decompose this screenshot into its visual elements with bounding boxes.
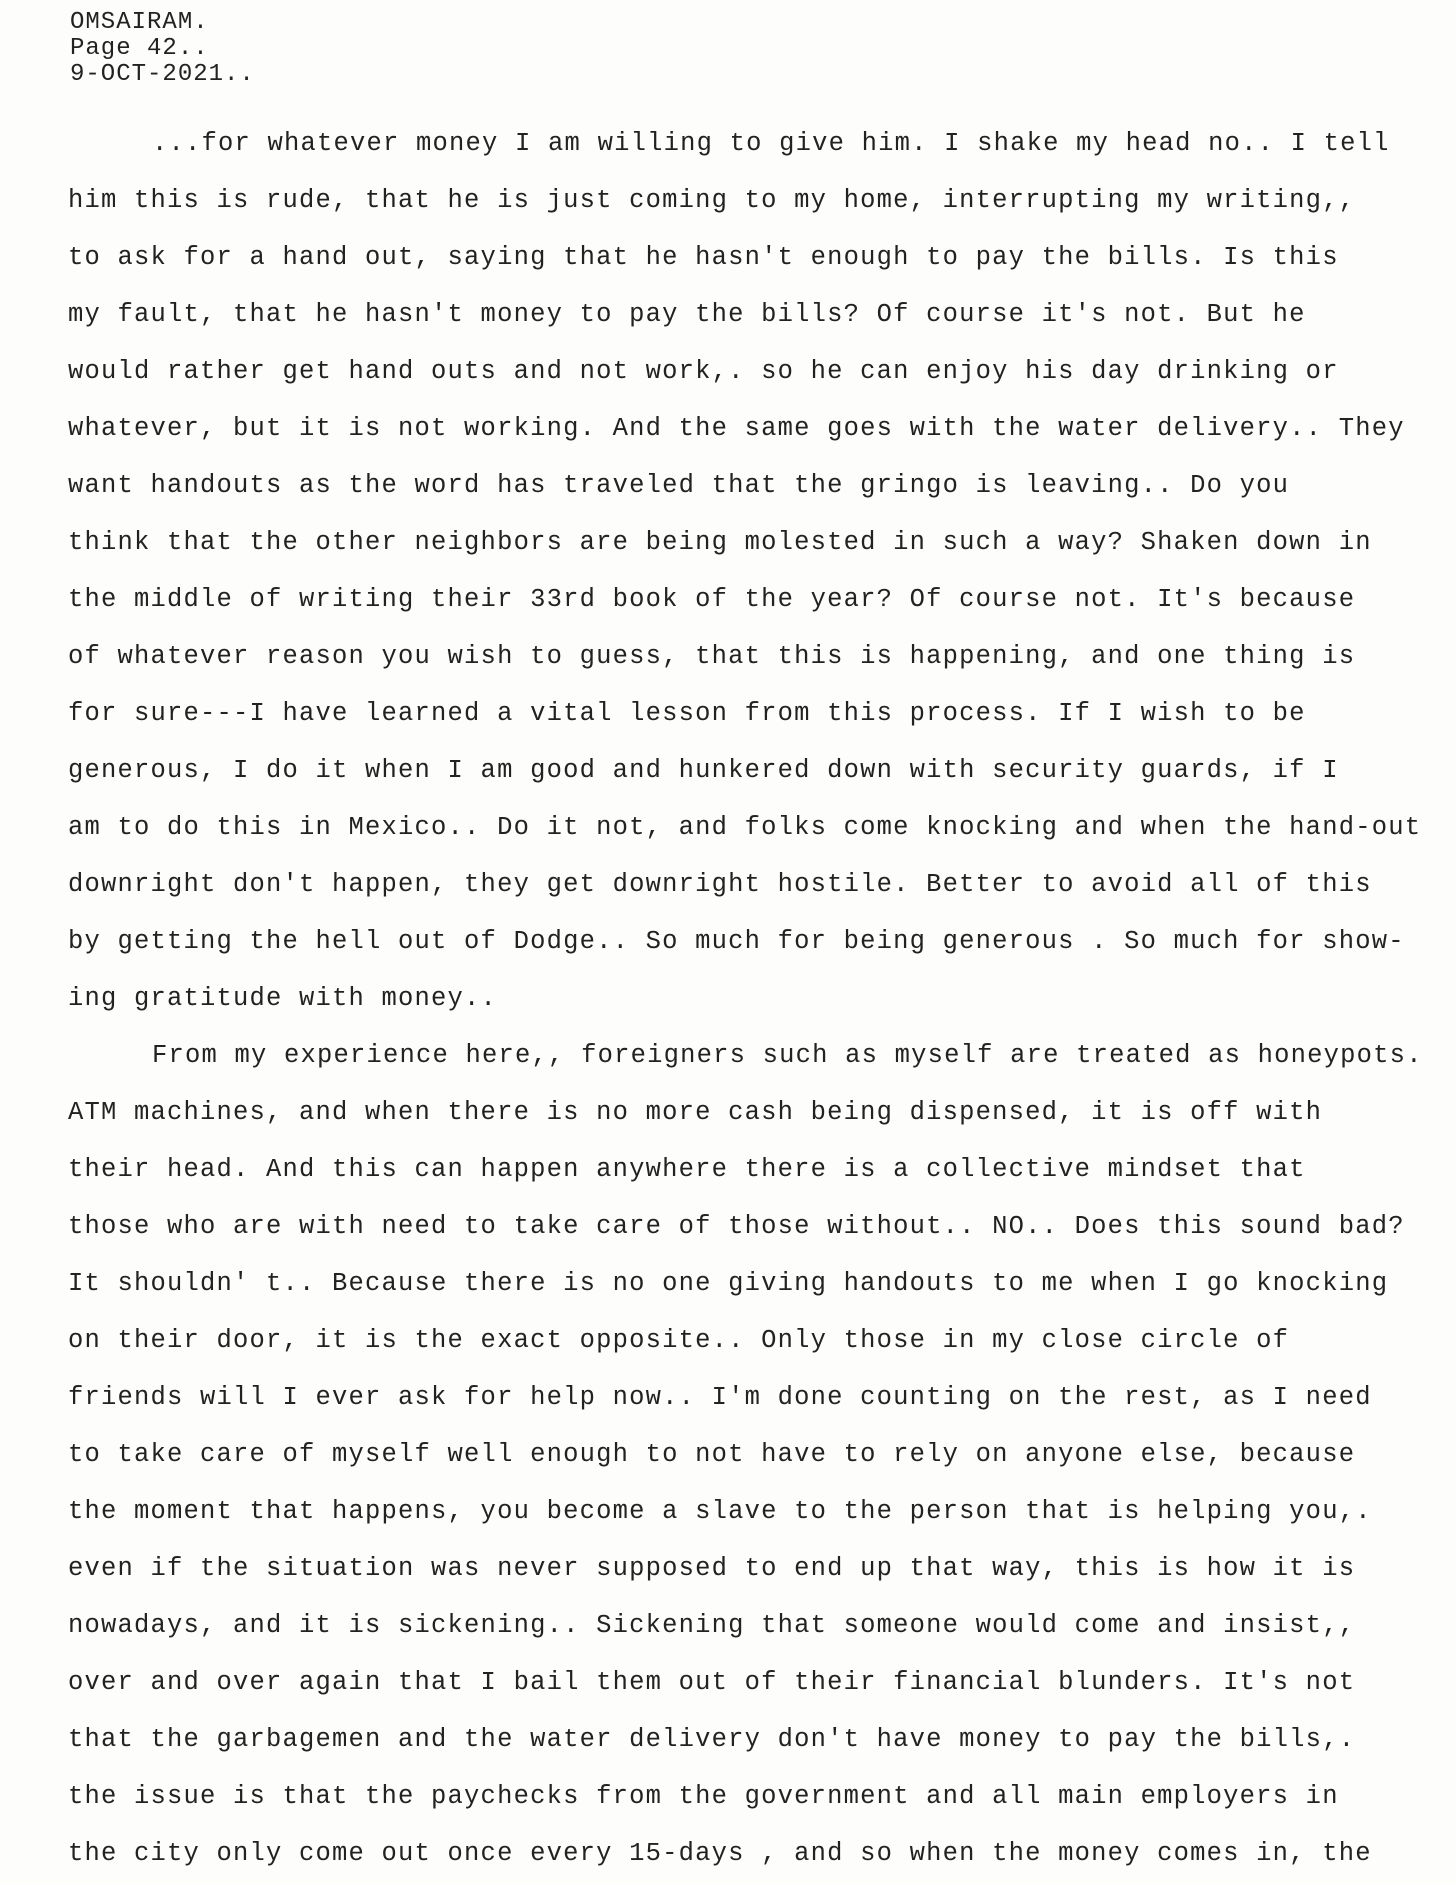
text-line: It shouldn' t.. Because there is no one giving handouts to me when I go knocking: [68, 1269, 1389, 1298]
text-line: that the garbagemen and the water delivery don't have money to pay the bills,.: [68, 1725, 1356, 1754]
text-line: would rather get hand outs and not work,. so he can enjoy his day drinking or: [68, 357, 1339, 386]
text-line: him this is rude, that he is just coming to my home, interrupting my writing,,: [68, 186, 1356, 215]
text-line: downright don't happen, they get downright hostile. Better to avoid all of this: [68, 870, 1372, 899]
text-line: to ask for a hand out, saying that he hasn't enough to pay the bills. Is this: [68, 243, 1339, 272]
text-line: From my experience here,, foreigners such as myself are treated as honeypots.: [152, 1041, 1423, 1070]
text-line: even if the situation was never supposed to end up that way, this is how it is: [68, 1554, 1356, 1583]
text-line: on their door, it is the exact opposite.. Only those in my close circle of: [68, 1326, 1290, 1355]
text-line: am to do this in Mexico.. Do it not, and folks come knocking and when the hand-out: [68, 813, 1422, 842]
text-line: the moment that happens, you become a slave to the person that is helping you,.: [68, 1497, 1372, 1526]
text-line: the city only come out once every 15-days , and so when the money comes in, the: [68, 1839, 1372, 1868]
text-line: for sure---I have learned a vital lesson from this process. If I wish to be: [68, 699, 1306, 728]
text-line: whatever, but it is not working. And the same goes with the water delivery.. They: [68, 414, 1405, 443]
page-header: [70, 10, 255, 88]
text-line: to take care of myself well enough to not have to rely on anyone else, because: [68, 1440, 1356, 1469]
text-line: think that the other neighbors are being molested in such a way? Shaken down in: [68, 528, 1372, 557]
body-text: [68, 124, 1448, 1891]
text-line: ing gratitude with money..: [68, 984, 498, 1013]
text-line: ATM machines, and when there is no more cash being dispensed, it is off with: [68, 1098, 1323, 1127]
text-line: friends will I ever ask for help now.. I'm done counting on the rest, as I need: [68, 1383, 1372, 1412]
text-line: want handouts as the word has traveled that the gringo is leaving.. Do you: [68, 471, 1290, 500]
text-line: nowadays, and it is sickening.. Sickening that someone would come and insist,,: [68, 1611, 1356, 1640]
text-line: generous, I do it when I am good and hunkered down with security guards, if I: [68, 756, 1339, 785]
text-line: ...for whatever money I am willing to give him. I shake my head no.. I tell: [152, 129, 1390, 158]
header-line-3: 9-OCT-2021..: [70, 61, 255, 88]
text-line: those who are with need to take care of those without.. NO.. Does this sound bad?: [68, 1212, 1405, 1241]
text-line: over and over again that I bail them out of their financial blunders. It's not: [68, 1668, 1356, 1697]
text-line: my fault, that he hasn't money to pay the bills? Of course it's not. But he: [68, 300, 1306, 329]
text-line: the issue is that the paychecks from the government and all main employers in: [68, 1782, 1339, 1811]
text-line: their head. And this can happen anywhere there is a collective mindset that: [68, 1155, 1306, 1184]
header-line-2: Page 42..: [70, 35, 209, 62]
text-line: of whatever reason you wish to guess, that this is happening, and one thing is: [68, 642, 1356, 671]
text-line: the middle of writing their 33rd book of the year? Of course not. It's because: [68, 585, 1356, 614]
text-line: by getting the hell out of Dodge.. So much for being generous . So much for show-: [68, 927, 1405, 956]
header-line-1: OMSAIRAM.: [70, 9, 209, 36]
